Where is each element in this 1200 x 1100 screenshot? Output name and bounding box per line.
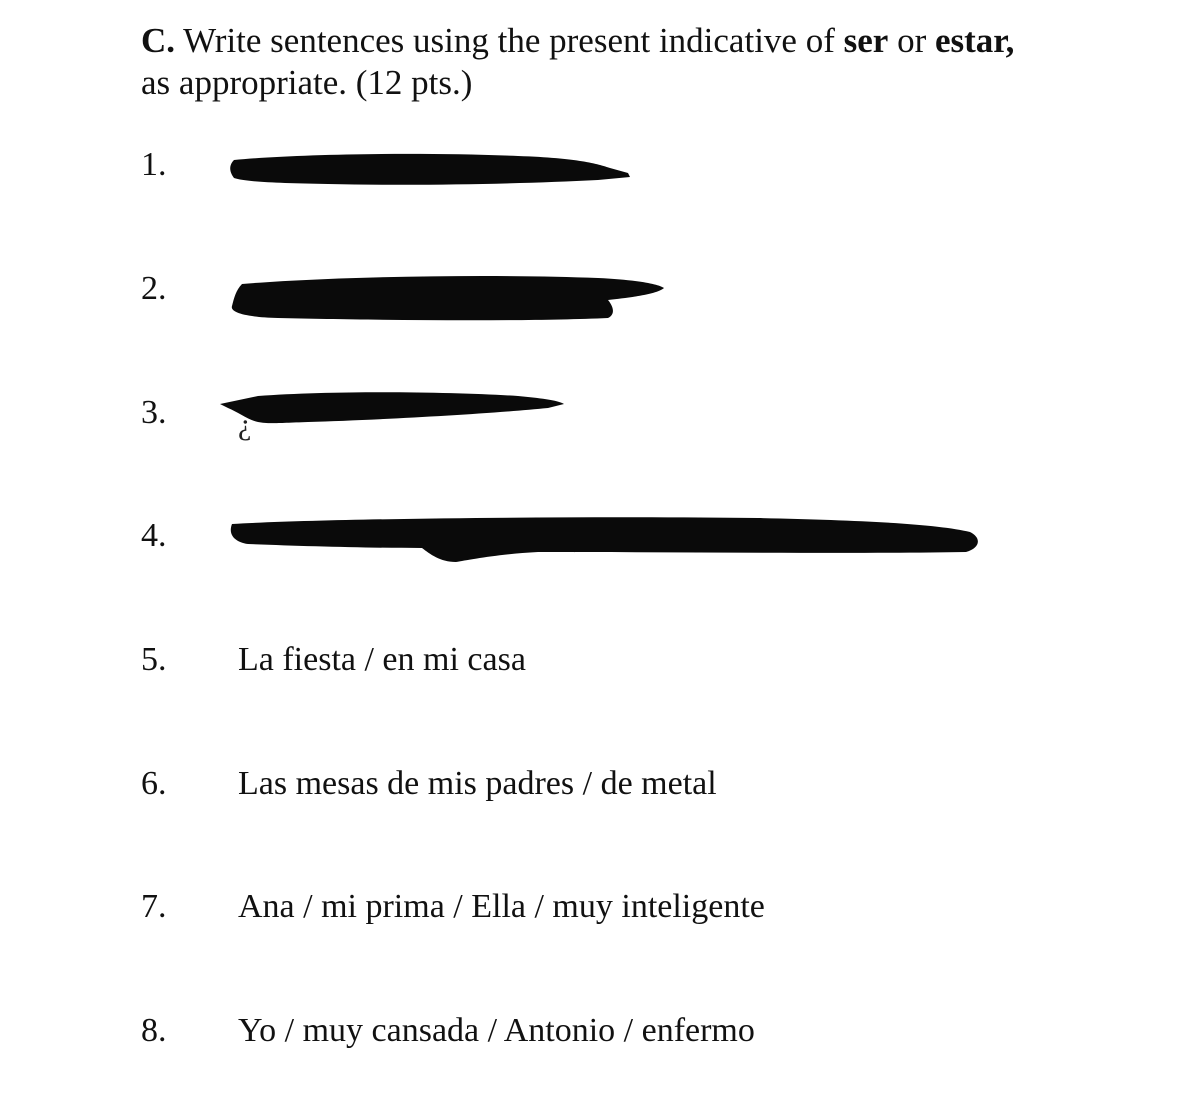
redaction-mark-4 <box>218 510 998 590</box>
item-text-6: Las mesas de mis padres / de metal <box>238 765 717 802</box>
item-number-6: 6. <box>141 765 167 802</box>
item-number-4: 4. <box>141 517 167 554</box>
instructions-text-1: Write sentences using the present indicative of <box>175 21 844 60</box>
ser-keyword: ser <box>843 21 889 60</box>
item-text-5: La fiesta / en mi casa <box>238 641 526 678</box>
item-text-8: Yo / muy cansada / Antonio / enfermo <box>238 1012 755 1049</box>
instructions <box>141 20 1101 104</box>
redaction-mark-2 <box>218 262 998 342</box>
instructions-or: or <box>888 21 935 60</box>
item-number-3: 3. <box>141 394 167 431</box>
item-number-7: 7. <box>141 888 167 925</box>
item-text-7: Ana / mi prima / Ella / muy inteligente <box>238 888 765 925</box>
item-number-8: 8. <box>141 1012 167 1049</box>
instructions-text-2: as appropriate. (12 pts.) <box>141 63 473 102</box>
svg-text:¿: ¿ <box>238 408 252 441</box>
item-number-2: 2. <box>141 270 167 307</box>
redaction-mark-3 <box>218 386 998 466</box>
estar-keyword: estar, <box>934 21 1015 60</box>
item-number-5: 5. <box>141 641 167 678</box>
item-number-1: 1. <box>141 146 167 183</box>
redaction-mark-1 <box>218 140 998 220</box>
section-label: C. <box>141 21 176 60</box>
